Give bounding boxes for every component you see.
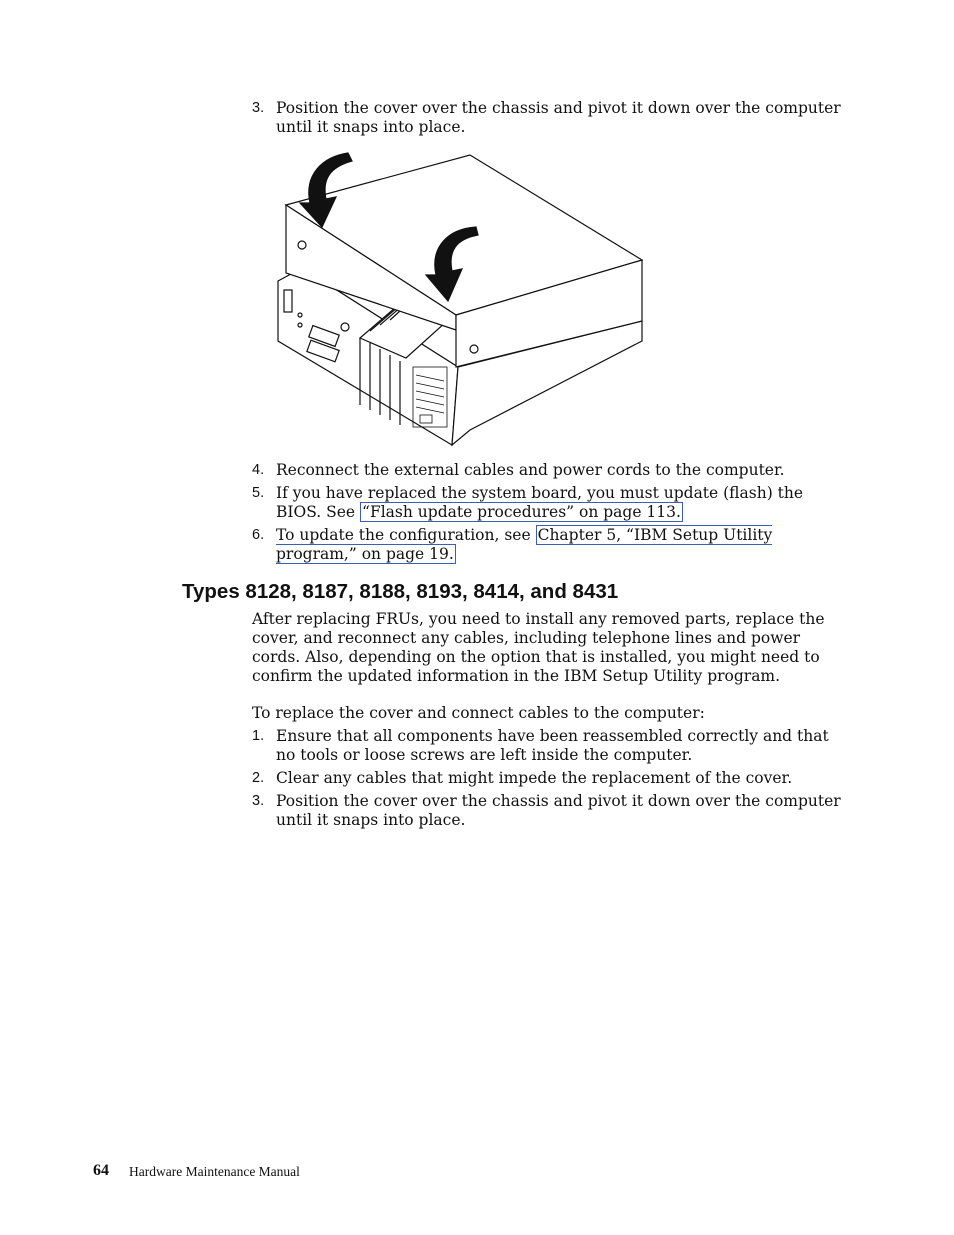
flash-update-procedures-link[interactable]: “Flash update procedures” on page 113.	[362, 503, 681, 521]
step-text: Ensure that all components have been reassembled correctly and that no tools or loose screws are left inside the computer.	[276, 727, 829, 764]
page-number: 64	[93, 1162, 109, 1179]
step-text	[276, 484, 842, 522]
step-text: Position the cover over the chassis and pivot it down over the computer until it snaps into place.	[276, 99, 841, 136]
step-number: 3.	[252, 793, 265, 809]
step-6	[252, 526, 842, 564]
section-heading: Types 8128, 8187, 8188, 8193, 8414, and 8431	[182, 580, 619, 603]
cover-installation-illustration	[270, 145, 650, 450]
step-number: 2.	[252, 770, 265, 786]
section-lead: To replace the cover and connect cables to the computer:	[252, 704, 705, 722]
section-step-2	[252, 769, 842, 788]
ibm-setup-utility-chapter-link[interactable]: Chapter 5, “IBM Setup Utility program,” on page 19.	[276, 526, 773, 563]
section-intro: After replacing FRUs, you need to install any removed parts, replace the cover, and reconnect any cables, including telephone lines and power cords. Also, depending on the option that is installed, you might need to confirm the updated information in the IBM Setup Utility program.	[252, 610, 825, 685]
step-text-lead: To update the configuration, see	[276, 526, 531, 544]
step-4	[252, 461, 842, 480]
step-text-lead: If you have replaced the system board, you must update (flash) the BIOS. See	[276, 484, 804, 521]
step-3-top	[252, 99, 842, 137]
step-5	[252, 484, 842, 522]
step-text: Position the cover over the chassis and pivot it down over the computer until it snaps into place.	[276, 792, 841, 829]
manual-title: Hardware Maintenance Manual	[129, 1164, 300, 1179]
section-step-1	[252, 727, 842, 765]
step-text	[276, 526, 842, 564]
step-number: 1.	[252, 728, 265, 744]
step-text: Clear any cables that might impede the replacement of the cover.	[276, 769, 793, 787]
step-number: 5.	[252, 485, 265, 501]
step-text: Reconnect the external cables and power cords to the computer.	[276, 461, 785, 479]
section-step-3	[252, 792, 842, 830]
step-number: 6.	[252, 527, 265, 543]
step-number: 4.	[252, 462, 265, 478]
step-number: 3.	[252, 100, 265, 116]
